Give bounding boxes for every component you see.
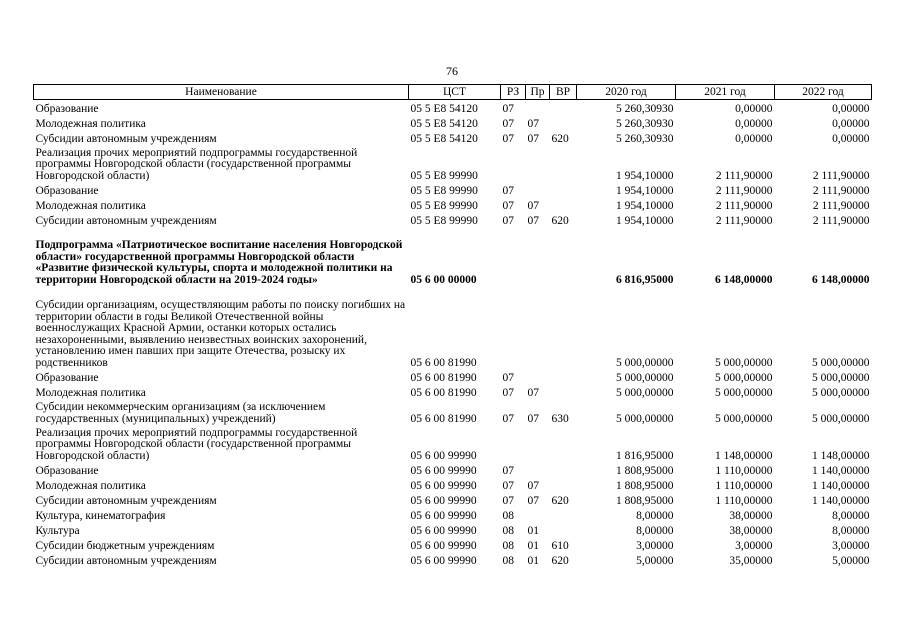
cell-2021: 3,00000 (735, 539, 773, 552)
cell-rz: 07 (502, 117, 514, 130)
cell-2022: 5 000,00000 (812, 386, 870, 399)
cell-2020: 5 000,00000 (616, 356, 674, 369)
cell-2020: 5 260,30930 (616, 132, 674, 145)
cell-vr (550, 286, 577, 369)
cell-cst: 05 5 Е8 54120 (410, 132, 478, 145)
cell-vr (550, 462, 577, 477)
cell-vr: 620 (551, 494, 569, 507)
cell-pr: 07 (527, 117, 539, 130)
cell-2020: 1 808,95000 (616, 494, 674, 507)
cell-name: Образование (35, 371, 99, 384)
cell-pr: 07 (527, 479, 539, 492)
cell-2020: 8,00000 (636, 509, 674, 522)
cell-pr (526, 182, 550, 197)
cell-rz: 07 (502, 412, 514, 425)
cell-name: Культура, кинематография (35, 509, 166, 522)
cell-rz: 08 (502, 509, 514, 522)
cell-2022: 2 111,90000 (812, 214, 870, 227)
cell-2022: 0,00000 (832, 132, 870, 145)
cell-name: Субсидии автономным учреждениям (35, 132, 217, 145)
cell-cst: 05 6 00 81990 (410, 412, 477, 425)
table-row (34, 522, 872, 537)
cell-name: Подпрограмма «Патриотическое воспитание населения Новгородской области» государственной программы Новгородской области «Развитие физической культуры, спорта и молодежной политики на территории Новгородской области на 2019-2024 годы» (35, 239, 403, 286)
cell-rz: 07 (502, 102, 514, 115)
cell-cst: 05 6 00 81990 (410, 356, 477, 369)
cell-name: Образование (35, 102, 99, 115)
cell-name: Молодежная политика (35, 479, 146, 492)
cell-name: Молодежная политика (35, 117, 146, 130)
cell-pr (526, 507, 550, 522)
cell-2020: 5 000,00000 (616, 412, 674, 425)
table-row (34, 369, 872, 384)
header-name: Наименование (34, 85, 409, 100)
cell-cst: 05 6 00 99990 (410, 554, 477, 567)
cell-2022: 3,00000 (832, 539, 870, 552)
cell-rz: 07 (502, 184, 514, 197)
cell-2022: 0,00000 (832, 102, 870, 115)
table-row (34, 507, 872, 522)
budget-table (33, 84, 872, 567)
cell-vr (550, 145, 577, 182)
cell-vr (550, 425, 577, 462)
cell-vr: 630 (551, 412, 569, 425)
cell-rz: 07 (502, 464, 514, 477)
cell-name: Реализация прочих мероприятий подпрограммы государственной программы Новгородской области (государственной программы Новгородской области) (35, 426, 358, 462)
table-row (34, 492, 872, 507)
table-row (34, 425, 872, 462)
cell-2022: 1 148,00000 (812, 449, 870, 462)
table-row (34, 145, 872, 182)
cell-vr (550, 197, 577, 212)
cell-name: Молодежная политика (35, 386, 146, 399)
cell-vr (550, 477, 577, 492)
cell-name: Культура (35, 524, 80, 537)
cell-vr: 620 (551, 554, 569, 567)
cell-rz: 08 (502, 524, 514, 537)
cell-cst: 05 6 00 99990 (410, 494, 477, 507)
cell-2021: 2 111,90000 (715, 184, 773, 197)
cell-2020: 1 954,10000 (616, 169, 674, 182)
cell-2022: 1 140,00000 (812, 479, 870, 492)
table-row (34, 462, 872, 477)
header-pr: Пр (526, 85, 550, 100)
cell-2022: 5 000,00000 (812, 371, 870, 384)
cell-rz (501, 286, 526, 369)
cell-2021: 0,00000 (735, 132, 773, 145)
cell-2021: 6 148,00000 (715, 273, 773, 286)
cell-vr: 620 (551, 214, 569, 227)
cell-pr (526, 462, 550, 477)
cell-rz (501, 145, 526, 182)
cell-2021: 0,00000 (735, 117, 773, 130)
cell-2021: 38,00000 (729, 524, 773, 537)
cell-pr (526, 286, 550, 369)
cell-2022: 6 148,00000 (812, 273, 870, 286)
cell-2022: 1 140,00000 (812, 464, 870, 477)
cell-vr (550, 115, 577, 130)
cell-2020: 1 808,95000 (616, 479, 674, 492)
cell-cst: 05 6 00 00000 (410, 273, 477, 286)
cell-rz: 07 (502, 371, 514, 384)
cell-pr: 07 (527, 386, 539, 399)
cell-name: Молодежная политика (35, 199, 146, 212)
cell-2021: 1 110,00000 (715, 479, 773, 492)
cell-2020: 8,00000 (636, 524, 674, 537)
table-row (34, 286, 872, 369)
cell-vr: 620 (551, 132, 569, 145)
cell-name: Субсидии автономным учреждениям (35, 494, 217, 507)
cell-cst: 05 6 00 81990 (410, 371, 477, 384)
cell-2021: 5 000,00000 (715, 371, 773, 384)
cell-2021: 2 111,90000 (715, 169, 773, 182)
table-row (34, 182, 872, 197)
table-row (34, 552, 872, 567)
header-vr: ВР (550, 85, 577, 100)
cell-name: Субсидии бюджетным учреждениям (35, 539, 215, 552)
cell-2022: 2 111,90000 (812, 184, 870, 197)
cell-rz: 07 (502, 214, 514, 227)
cell-name: Образование (35, 184, 99, 197)
cell-pr (526, 425, 550, 462)
table-body (34, 100, 872, 568)
cell-vr (550, 384, 577, 399)
cell-2020: 1 954,10000 (616, 214, 674, 227)
cell-2020: 6 816,95000 (616, 273, 674, 286)
page-number: 76 (446, 64, 458, 78)
table-row (34, 227, 872, 286)
cell-cst: 05 6 00 99990 (410, 539, 477, 552)
cell-pr: 01 (527, 539, 539, 552)
cell-2021: 1 148,00000 (715, 449, 773, 462)
cell-cst: 05 5 Е8 99990 (410, 169, 478, 182)
table-row (34, 100, 872, 116)
cell-vr (550, 182, 577, 197)
cell-cst: 05 5 Е8 99990 (410, 214, 478, 227)
cell-pr (526, 369, 550, 384)
cell-2022: 5 000,00000 (812, 412, 870, 425)
table-row (34, 130, 872, 145)
cell-name: Субсидии автономным учреждениям (35, 554, 217, 567)
table-row (34, 115, 872, 130)
cell-vr (550, 522, 577, 537)
cell-rz: 07 (502, 494, 514, 507)
cell-2021: 2 111,90000 (715, 199, 773, 212)
header-rz: РЗ (501, 85, 526, 100)
cell-2020: 3,00000 (636, 539, 674, 552)
cell-pr: 07 (527, 412, 539, 425)
cell-name: Субсидии автономным учреждениям (35, 214, 217, 227)
cell-2022: 1 140,00000 (812, 494, 870, 507)
cell-cst: 05 5 Е8 99990 (410, 199, 478, 212)
cell-2021: 2 111,90000 (715, 214, 773, 227)
cell-pr (526, 145, 550, 182)
cell-vr (550, 369, 577, 384)
cell-2020: 1 816,95000 (616, 449, 674, 462)
cell-2021: 0,00000 (735, 102, 773, 115)
cell-vr: 610 (551, 539, 569, 552)
cell-pr: 07 (527, 132, 539, 145)
cell-2022: 2 111,90000 (812, 169, 870, 182)
header-2021: 2021 год (676, 85, 775, 100)
cell-2020: 5 000,00000 (616, 386, 674, 399)
cell-2021: 1 110,00000 (715, 464, 773, 477)
cell-pr: 01 (527, 524, 539, 537)
cell-2021: 35,00000 (729, 554, 773, 567)
cell-cst: 05 6 00 99990 (410, 479, 477, 492)
cell-pr (526, 227, 550, 286)
cell-2020: 1 954,10000 (616, 184, 674, 197)
cell-2022: 8,00000 (832, 509, 870, 522)
cell-2021: 5 000,00000 (715, 412, 773, 425)
table-row (34, 537, 872, 552)
cell-2020: 5 260,30930 (616, 117, 674, 130)
cell-2021: 38,00000 (729, 509, 773, 522)
cell-rz: 07 (502, 199, 514, 212)
cell-rz: 07 (502, 386, 514, 399)
table-header-row (34, 85, 872, 100)
cell-2022: 0,00000 (832, 117, 870, 130)
cell-pr: 01 (527, 554, 539, 567)
cell-2020: 1 808,95000 (616, 464, 674, 477)
cell-pr: 07 (527, 494, 539, 507)
cell-2021: 1 110,00000 (715, 494, 773, 507)
table-row (34, 212, 872, 227)
cell-rz (501, 227, 526, 286)
cell-cst: 05 6 00 99990 (410, 524, 477, 537)
cell-2022: 8,00000 (832, 524, 870, 537)
cell-cst: 05 6 00 99990 (410, 509, 477, 522)
cell-2020: 5 260,30930 (616, 102, 674, 115)
cell-2021: 5 000,00000 (715, 356, 773, 369)
cell-2021: 5 000,00000 (715, 386, 773, 399)
table-row (34, 197, 872, 212)
cell-2022: 2 111,90000 (812, 199, 870, 212)
table-row (34, 399, 872, 425)
cell-pr: 07 (527, 199, 539, 212)
cell-pr (526, 100, 550, 116)
header-cst: ЦСТ (409, 85, 501, 100)
cell-rz: 08 (502, 539, 514, 552)
cell-name: Субсидии организациям, осуществляющим работы по поиску погибших на территории области в годы Великой Отечественной войны военнослужащих Красной Армии, останки которых остались незахороненными, выявлению неизвестных воинских захоронений, установлению имен павших при защите Отечества, розыску их родственников (35, 299, 406, 369)
cell-cst: 05 5 Е8 54120 (410, 117, 478, 130)
cell-rz: 07 (502, 132, 514, 145)
cell-cst: 05 5 Е8 54120 (410, 102, 478, 115)
cell-rz: 07 (502, 479, 514, 492)
cell-2022: 5,00000 (832, 554, 870, 567)
cell-2020: 5 000,00000 (616, 371, 674, 384)
table-row (34, 477, 872, 492)
cell-cst: 05 6 00 81990 (410, 386, 477, 399)
cell-2020: 5,00000 (636, 554, 674, 567)
header-2022: 2022 год (775, 85, 872, 100)
cell-cst: 05 5 Е8 99990 (410, 184, 478, 197)
cell-cst: 05 6 00 99990 (410, 464, 477, 477)
cell-rz: 08 (502, 554, 514, 567)
header-2020: 2020 год (577, 85, 676, 100)
cell-vr (550, 100, 577, 116)
cell-name: Субсидии некоммерческим организациям (за исключением государственных (муниципальных) учреждений) (35, 401, 326, 425)
cell-name: Образование (35, 464, 99, 477)
cell-vr (550, 507, 577, 522)
cell-rz (501, 425, 526, 462)
cell-cst: 05 6 00 99990 (410, 449, 477, 462)
table-row (34, 384, 872, 399)
cell-2020: 1 954,10000 (616, 199, 674, 212)
cell-vr (550, 227, 577, 286)
cell-name: Реализация прочих мероприятий подпрограммы государственной программы Новгородской области (государственной программы Новгородской области) (35, 146, 358, 182)
cell-2022: 5 000,00000 (812, 356, 870, 369)
cell-pr: 07 (527, 214, 539, 227)
